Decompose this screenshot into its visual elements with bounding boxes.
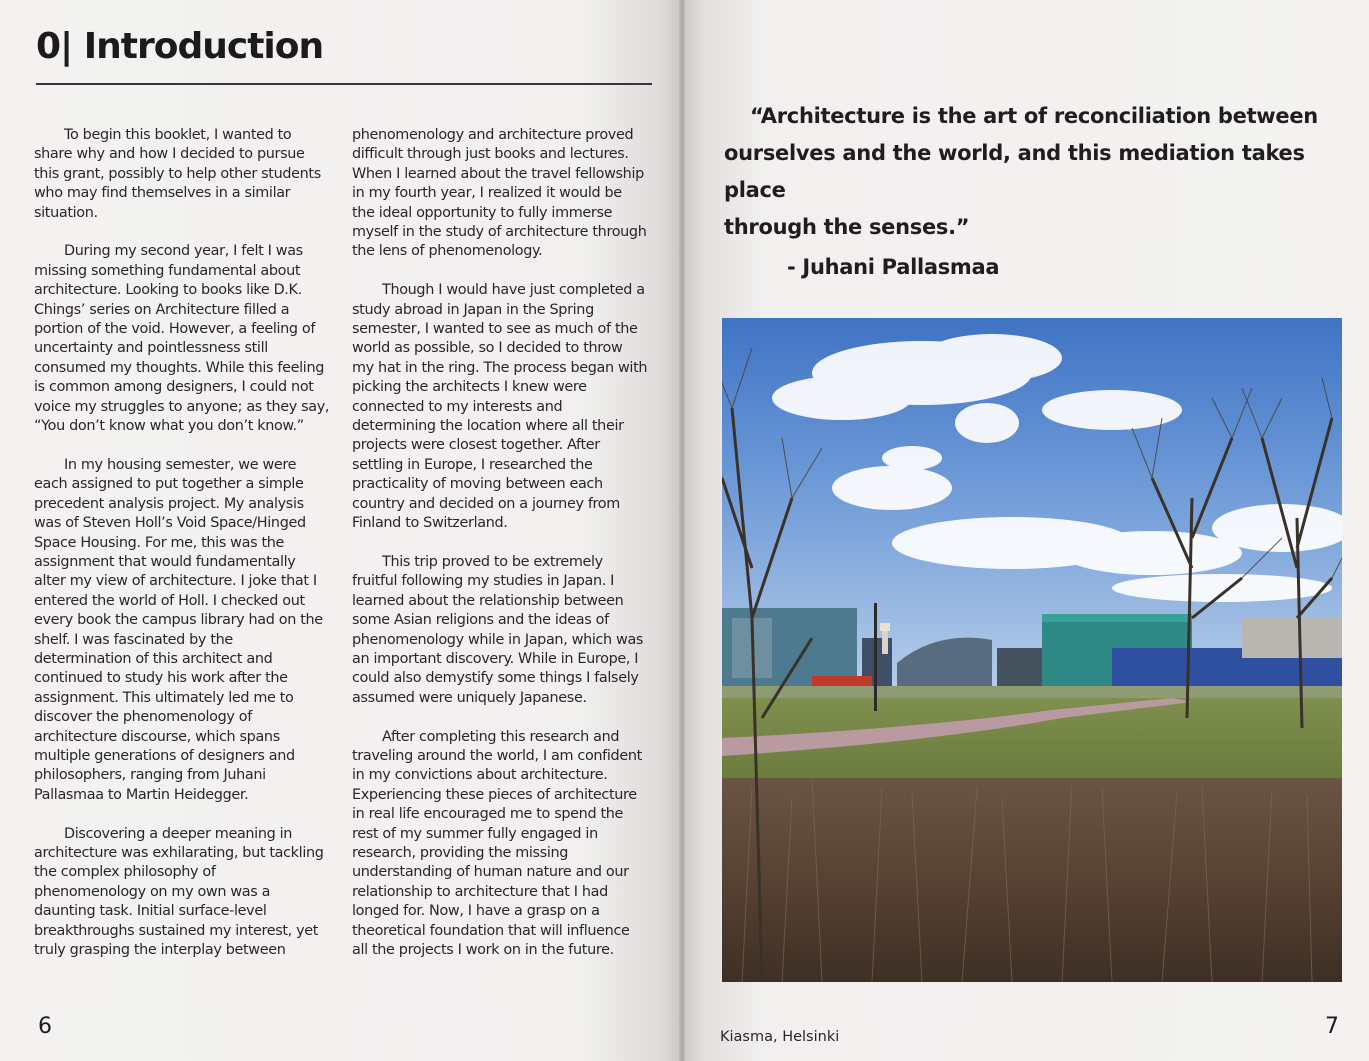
right-page xyxy=(682,0,1369,1061)
paragraph: During my second year, I felt I was missing something fundamental about architecture. Looking to books like D.K. Chings’ series on Architecture filled a portion of the void. However, a feeling of uncertainty and pointlessness still consumed my thoughts. While this feeling is common among designers, I could not voice my struggles to anyone; as they say, “You don’t know what you don’t know.” xyxy=(34,243,330,435)
quote-attribution: - Juhani Pallasmaa xyxy=(787,255,1000,279)
quote-line: ourselves and the world, and this mediation takes place xyxy=(724,141,1305,202)
paragraph: In my housing semester, we were each assigned to put together a simple precedent analysis project. My analysis was of Steven Holl’s Void Space/Hinged Space Housing. For me, this was the assignment that would fundamentally alter my view of architecture. I joke that I entered the world of Holl. I checked out every book the campus library had on the shelf. I was fascinated by the determination of this architect and continued to study his work after the assignment. This ultimately led me to discover the phenomenology of architecture discourse, which spans multiple generations of designers and philosophers, ranging from Juhani Pallasmaa to Martin Heidegger. xyxy=(34,456,323,803)
pull-quote xyxy=(724,98,1324,246)
kiasma-photo xyxy=(722,318,1342,982)
paragraph: Discovering a deeper meaning in architecture was exhilarating, but tackling the complex philosophy of phenomenology on my own was a daunting task. Initial surface-level breakthroughs sustained my interest, yet truly grasping the interplay between xyxy=(34,825,324,959)
quote-line: “Architecture is the art of reconciliation between xyxy=(750,104,1318,128)
page-number-left: 6 xyxy=(38,1014,52,1039)
book-gutter xyxy=(679,0,685,1061)
paragraph: After completing this research and traveling around the world, I am confident in my convictions about architecture. Experiencing these pieces of architecture in real life encouraged me to spend the rest of my summer fully engaged in research, providing the missing understanding of human nature and our relationship to architecture that I had longed for. Now, I have a grasp on a theoretical foundation that will influence all the projects I work on in the future. xyxy=(352,728,642,959)
text-column-2 xyxy=(352,126,648,980)
paragraph: phenomenology and architecture proved difficult through just books and lectures. When I learned about the travel fellowship in my fourth year, I realized it would be the ideal opportunity to fully immerse myself in the study of architecture through the lens of phenomenology. xyxy=(352,127,647,260)
page-title: 0| Introduction xyxy=(36,26,324,67)
text-column-1 xyxy=(34,126,330,980)
paragraph: Though I would have just completed a study abroad in Japan in the Spring semester, I wanted to see as much of the world as possible, so I decided to throw my hat in the ring. The process began with picking the architects I knew were connected to my interests and determining the location where all their projects were closest together. After settling in Europe, I researched the practicality of moving between each country and decided on a journey from Finland to Switzerland. xyxy=(352,282,648,532)
paragraph: To begin this booklet, I wanted to share why and how I decided to pursue this grant, possibly to help other students who may find themselves in a similar situation. xyxy=(34,127,321,221)
title-divider xyxy=(36,83,652,85)
paragraph: This trip proved to be extremely fruitful following my studies in Japan. I learned about the relationship between some Asian religions and the ideas of phenomenology while in Japan, which was an important discovery. While in Europe, I could also demystify some things I falsely assumed were uniquely Japanese. xyxy=(352,553,644,706)
quote-line: through the senses.” xyxy=(724,215,970,239)
page-number-right: 7 xyxy=(1325,1014,1339,1039)
photo-caption: Kiasma, Helsinki xyxy=(720,1029,840,1045)
left-page xyxy=(0,0,682,1061)
